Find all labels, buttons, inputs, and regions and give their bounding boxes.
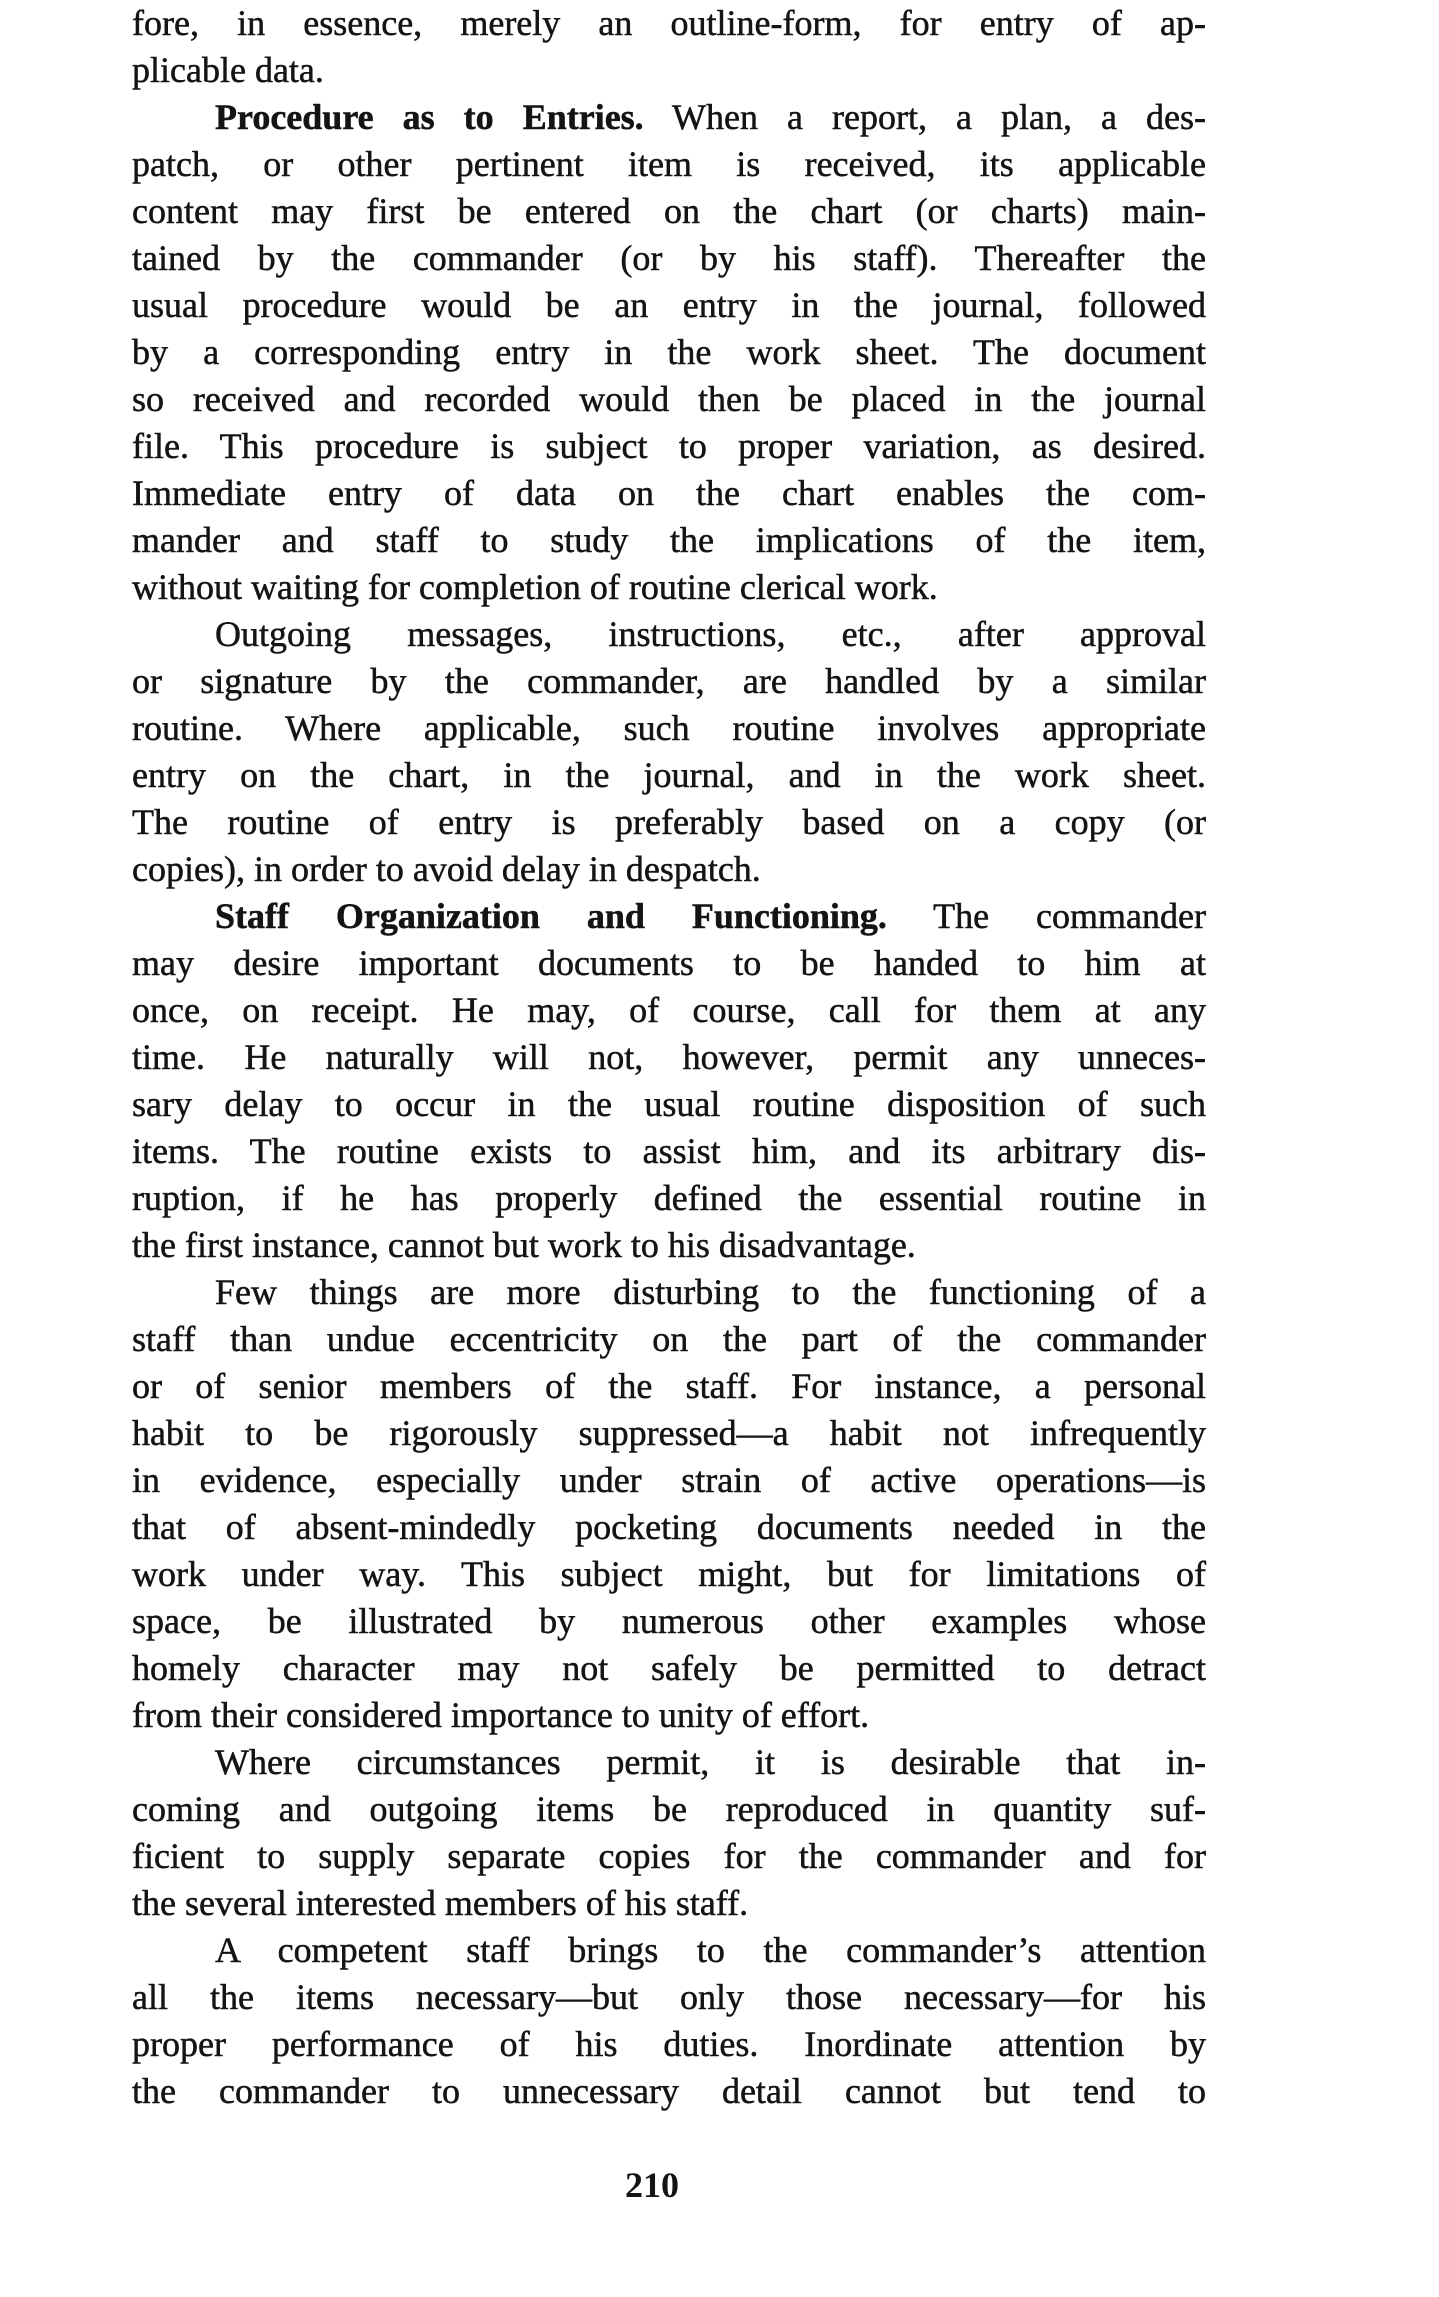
line-text: A competent staff brings to the commander’s attention [215,1930,1206,1970]
line-text: time. He naturally will not, however, permit any unneces- [132,1037,1206,1077]
line-text: from their considered importance to unity of effort. [132,1695,870,1735]
text-line [132,893,1206,940]
paragraph [132,1927,1206,2115]
text-line [132,1457,1206,1504]
text-line [132,1645,1206,1692]
text-line [132,1692,1206,1739]
line-text: The commander [886,896,1206,936]
text-line [132,517,1206,564]
line-text: copies), in order to avoid delay in despatch. [132,849,761,889]
line-text: The routine of entry is preferably based on a copy (or [132,802,1206,842]
paragraph [132,1269,1206,1739]
text-line [132,1551,1206,1598]
run-in-heading: Staff Organization and Functioning. [215,896,887,936]
text-line [132,188,1206,235]
line-text: proper performance of his duties. Inordinate attention by [132,2024,1206,2064]
page-number: 210 [625,2165,679,2205]
text-line [132,1880,1206,1927]
line-text: homely character may not safely be permitted to detract [132,1648,1206,1688]
text-line [132,376,1206,423]
text-line [132,1081,1206,1128]
text-line [132,752,1206,799]
line-text: the commander to unnecessary detail cannot but tend to [132,2071,1206,2111]
text-line [132,329,1206,376]
line-text: coming and outgoing items be reproduced in quantity suf- [132,1789,1206,1829]
text-line [132,564,1206,611]
line-text: fore, in essence, merely an outline-form, for entry of ap- [132,3,1206,43]
line-text: space, be illustrated by numerous other examples whose [132,1601,1206,1641]
text-line [132,2021,1206,2068]
text-line [132,799,1206,846]
text-line [132,94,1206,141]
text-line [132,235,1206,282]
run-in-heading: Procedure as to Entries. [215,97,644,137]
text-line [132,987,1206,1034]
line-text: that of absent-mindedly pocketing documents needed in the [132,1507,1206,1547]
line-text: sary delay to occur in the usual routine disposition of such [132,1084,1206,1124]
text-line [132,2068,1206,2115]
text-line [132,470,1206,517]
line-text: the first instance, cannot but work to his disadvantage. [132,1225,916,1265]
paragraph [132,0,1206,94]
line-text: or signature by the commander, are handled by a similar [132,661,1206,701]
line-text: in evidence, especially under strain of active operations—is [132,1460,1206,1500]
line-text: routine. Where applicable, such routine involves appropriate [132,708,1206,748]
line-text: tained by the commander (or by his staff). Thereafter the [132,238,1206,278]
paragraph [132,893,1206,1269]
line-text: Few things are more disturbing to the functioning of a [215,1272,1206,1312]
line-text: the several interested members of his staff. [132,1883,749,1923]
text-line [132,47,1206,94]
text-line [132,1175,1206,1222]
line-text: file. This procedure is subject to proper variation, as desired. [132,426,1206,466]
text-line [132,423,1206,470]
paragraph [132,94,1206,611]
text-line [132,1598,1206,1645]
text-line [132,282,1206,329]
text-line [132,1269,1206,1316]
text-line [132,1410,1206,1457]
line-text: content may first be entered on the chart (or charts) main- [132,191,1206,231]
text-line [132,1034,1206,1081]
line-text: entry on the chart, in the journal, and in the work sheet. [132,755,1206,795]
line-text: habit to be rigorously suppressed—a habit not infrequently [132,1413,1206,1453]
line-text: ruption, if he has properly defined the essential routine in [132,1178,1206,1218]
line-text: items. The routine exists to assist him, and its arbitrary dis- [132,1131,1206,1171]
text-line [132,1222,1206,1269]
line-text: Where circumstances permit, it is desirable that in- [215,1742,1206,1782]
line-text: When a report, a plan, a des- [643,97,1206,137]
line-text: staff than undue eccentricity on the part of the commander [132,1319,1206,1359]
paragraph [132,611,1206,893]
line-text: Immediate entry of data on the chart enables the com- [132,473,1206,513]
paragraph [132,1739,1206,1927]
line-text: may desire important documents to be handed to him at [132,943,1206,983]
page-body [132,0,1206,2115]
line-text: without waiting for completion of routine clerical work. [132,567,938,607]
text-line [132,1128,1206,1175]
text-line [132,141,1206,188]
text-line [132,1974,1206,2021]
line-text: so received and recorded would then be placed in the journal [132,379,1206,419]
line-text: by a corresponding entry in the work sheet. The document [132,332,1206,372]
text-line [132,1504,1206,1551]
text-line [132,611,1206,658]
text-line [132,1363,1206,1410]
line-text: ficient to supply separate copies for the commander and for [132,1836,1206,1876]
text-line [132,1927,1206,1974]
line-text: patch, or other pertinent item is received, its applicable [132,144,1206,184]
line-text: mander and staff to study the implications of the item, [132,520,1206,560]
line-text: or of senior members of the staff. For instance, a personal [132,1366,1206,1406]
text-line [132,705,1206,752]
line-text: all the items necessary—but only those necessary—for his [132,1977,1206,2017]
text-line [132,846,1206,893]
line-text: plicable data. [132,50,324,90]
line-text: Outgoing messages, instructions, etc., after approval [215,614,1206,654]
line-text: work under way. This subject might, but for limitations of [132,1554,1206,1594]
line-text: usual procedure would be an entry in the journal, followed [132,285,1206,325]
text-line [132,0,1206,47]
text-line [132,1786,1206,1833]
text-line [132,1316,1206,1363]
text-line [132,1833,1206,1880]
text-line [132,1739,1206,1786]
line-text: once, on receipt. He may, of course, call for them at any [132,990,1206,1030]
text-line [132,940,1206,987]
text-line [132,658,1206,705]
